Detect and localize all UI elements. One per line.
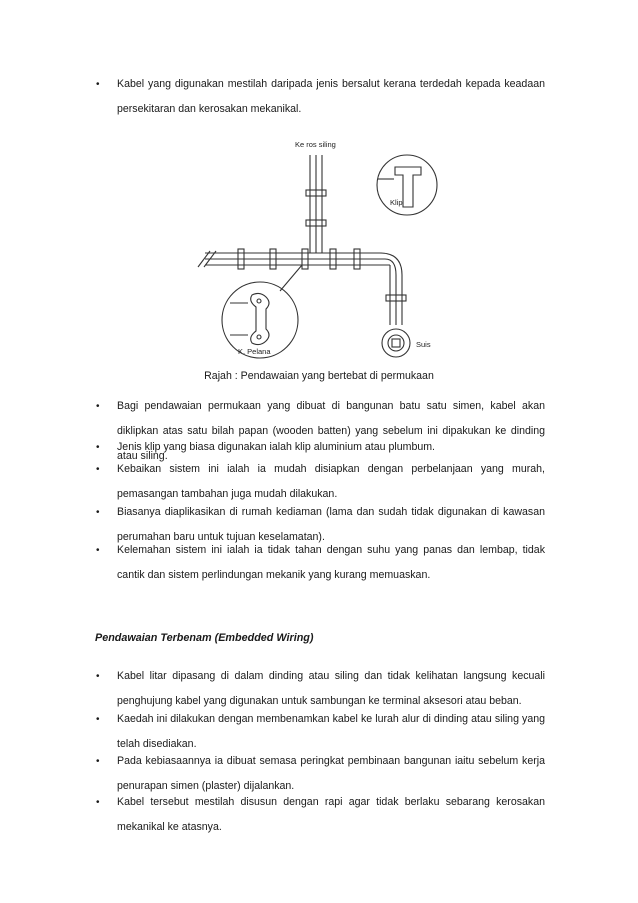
bullet-text: Pada kebiasaannya ia dibuat semasa peringkat pembinaan bangunan iaitu sebelum kerja penurapan simen (plaster) dijalankan. xyxy=(117,755,545,792)
label-switch: Suis xyxy=(416,340,431,349)
bullet-icon: • xyxy=(96,79,100,90)
bullet-icon: • xyxy=(96,507,100,518)
figure-caption: Rajah : Pendawaian yang bertebat di permukaan xyxy=(204,370,434,382)
bullet-text: Kaedah ini dilakukan dengan membenamkan kabel ke lurah alur di dinding atau siling yang telah disediakan. xyxy=(117,713,545,750)
bullet-icon: • xyxy=(96,797,100,808)
bullet-text: Kabel yang digunakan mestilah daripada jenis bersalut kerana terdedah kepada keadaan persekitaran dan kerosakan mekanikal. xyxy=(117,78,545,115)
bullet-text: Kabel litar dipasang di dalam dinding atau siling dan tidak kelihatan langsung kecuali penghujung kabel yang digunakan untuk sambungan ke terminal aksesori atau beban. xyxy=(117,670,545,707)
bullet-icon: • xyxy=(96,756,100,767)
bullet-icon: • xyxy=(96,464,100,475)
label-clip: Klip xyxy=(390,198,403,207)
list-item xyxy=(96,72,545,122)
section-heading: Pendawaian Terbenam (Embedded Wiring) xyxy=(95,632,314,644)
label-saddle: K. Pelana xyxy=(238,347,271,356)
bullet-icon: • xyxy=(96,401,100,412)
list-item xyxy=(96,790,545,840)
bullet-text: Jenis klip yang biasa digunakan ialah klip aluminium atau plumbum. xyxy=(117,441,435,453)
list-item xyxy=(96,538,545,588)
label-ceiling-rose: Ke ros siling xyxy=(295,140,336,149)
bullet-icon: • xyxy=(96,545,100,556)
bullet-icon: • xyxy=(96,671,100,682)
bullet-icon: • xyxy=(96,442,100,453)
bullet-text: Kelemahan sistem ini ialah ia tidak tahan dengan suhu yang panas dan lembap, tidak cantik dan sistem perlindungan mekanik yang kurang memuaskan. xyxy=(117,544,545,581)
wiring-figure xyxy=(190,135,470,365)
bullet-text: Kebaikan sistem ini ialah ia mudah disiapkan dengan perbelanjaan yang murah, pemasangan tambahan juga mudah dilakukan. xyxy=(117,463,545,500)
bullet-icon: • xyxy=(96,714,100,725)
bullet-text: Bagi pendawaian permukaan yang dibuat di bangunan batu satu simen, kabel akan diklipkan atas satu bilah papan (wooden batten) yang sebelum ini dipakukan ke dinding atau siling. xyxy=(117,400,545,462)
bullet-text: Kabel tersebut mestilah disusun dengan rapi agar tidak berlaku sebarang kerosakan mekanikal ke atasnya. xyxy=(117,796,545,833)
bullet-text: Biasanya diaplikasikan di rumah kediaman (lama dan sudah tidak digunakan di kawasan perumahan baru untuk tujuan keselamatan). xyxy=(117,506,545,543)
surface-wiring-diagram xyxy=(190,135,470,365)
